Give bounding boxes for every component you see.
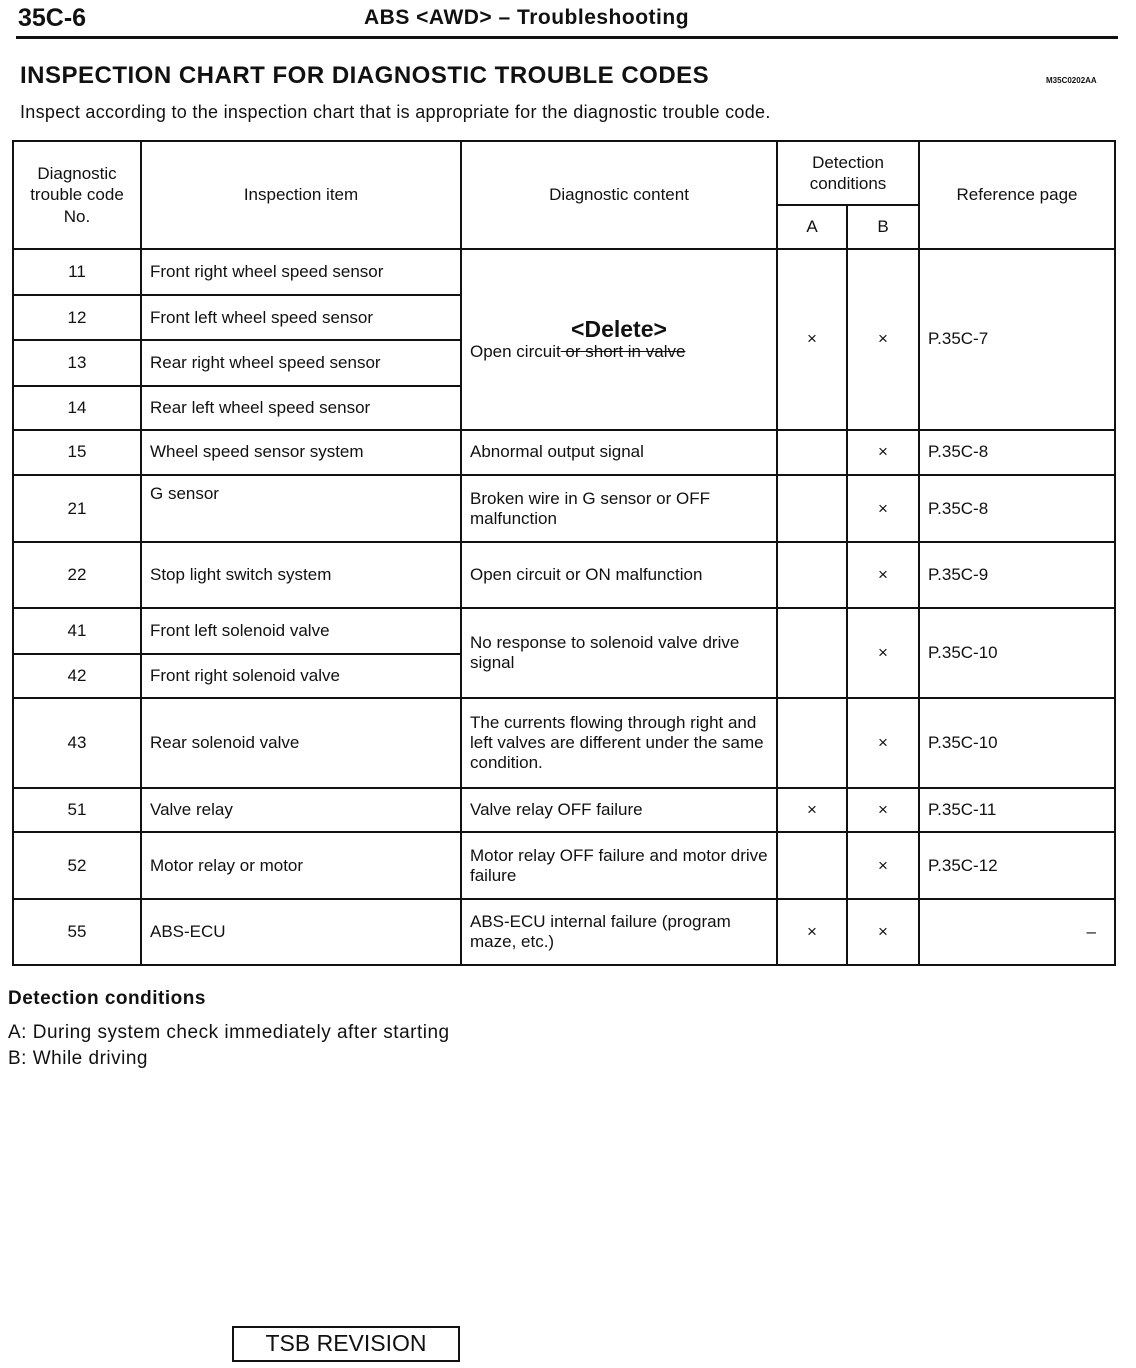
delete-stamp: <Delete> [571, 315, 667, 342]
mark-a-cell: × [777, 788, 847, 832]
item-cell: Front right solenoid valve [141, 654, 461, 698]
mark-b-cell: × [847, 608, 919, 697]
header-condition-b: B [847, 205, 919, 249]
legend-title: Detection conditions [8, 988, 206, 1009]
mark-a-cell [777, 542, 847, 608]
item-cell: G sensor [141, 475, 461, 542]
mark-b-cell: × [847, 788, 919, 832]
reference-page-cell: P.35C-7 [919, 249, 1115, 430]
item-cell: Stop light switch system [141, 542, 461, 608]
mark-a-cell [777, 832, 847, 898]
mark-b-cell: × [847, 899, 919, 965]
item-cell: Motor relay or motor [141, 832, 461, 898]
running-title: ABS <AWD> – Troubleshooting [364, 6, 690, 29]
reference-page-cell: P.35C-10 [919, 698, 1115, 788]
mark-a-cell [777, 608, 847, 697]
code-cell: 42 [13, 654, 141, 698]
header-code: Diagnostic trouble code No. [13, 141, 141, 249]
code-cell: 14 [13, 386, 141, 430]
reference-page-cell: – [919, 899, 1115, 965]
tsb-revision-box: TSB REVISION [232, 1326, 460, 1362]
reference-page-cell: P.35C-8 [919, 475, 1115, 542]
struck-text: or short in valve [560, 342, 686, 362]
reference-page-cell: P.35C-12 [919, 832, 1115, 898]
header-detection-conditions: Detection conditions [777, 141, 919, 205]
mark-b-cell: × [847, 430, 919, 475]
mark-a-cell: × [777, 899, 847, 965]
mark-b-cell: × [847, 475, 919, 542]
legend-condition-b: B: While driving [8, 1048, 148, 1069]
document-ref-code: M35C0202AA [1046, 76, 1097, 85]
content-cell: Motor relay OFF failure and motor drive failure [461, 832, 777, 898]
header-diagnostic-content: Diagnostic content [461, 141, 777, 249]
code-cell: 11 [13, 249, 141, 295]
content-cell: ABS-ECU internal failure (program maze, etc.) [461, 899, 777, 965]
reference-page-cell: P.35C-8 [919, 430, 1115, 475]
mark-a-cell: × [777, 249, 847, 430]
code-cell: 43 [13, 698, 141, 788]
code-cell: 12 [13, 295, 141, 340]
legend-condition-a: A: During system check immediately after starting [8, 1022, 450, 1043]
page-number: 35C-6 [18, 4, 87, 32]
code-cell: 21 [13, 475, 141, 542]
content-cell: The currents flowing through right and left valves are different under the same condition. [461, 698, 777, 788]
code-cell: 15 [13, 430, 141, 475]
content-cell: Valve relay OFF failure [461, 788, 777, 832]
reference-page-cell: P.35C-10 [919, 608, 1115, 697]
code-cell: 41 [13, 608, 141, 653]
code-cell: 52 [13, 832, 141, 898]
content-cell: Broken wire in G sensor or OFF malfunction [461, 475, 777, 542]
item-cell: Rear left wheel speed sensor [141, 386, 461, 430]
item-cell: Valve relay [141, 788, 461, 832]
mark-a-cell [777, 475, 847, 542]
mark-b-cell: × [847, 832, 919, 898]
mark-b-cell: × [847, 249, 919, 430]
item-cell: ABS-ECU [141, 899, 461, 965]
content-cell-group1 [461, 249, 777, 430]
reference-page-cell: P.35C-11 [919, 788, 1115, 832]
content-cell: Abnormal output signal [461, 430, 777, 475]
item-cell: Rear solenoid valve [141, 698, 461, 788]
code-cell: 13 [13, 340, 141, 385]
mark-b-cell: × [847, 698, 919, 788]
mark-a-cell [777, 430, 847, 475]
item-cell: Rear right wheel speed sensor [141, 340, 461, 385]
reference-page-cell: P.35C-9 [919, 542, 1115, 608]
code-cell: 22 [13, 542, 141, 608]
mark-a-cell [777, 698, 847, 788]
mark-b-cell: × [847, 542, 919, 608]
section-title: INSPECTION CHART FOR DIAGNOSTIC TROUBLE CODES [20, 62, 710, 89]
header-rule [16, 36, 1118, 39]
content-cell: Open circuit or ON malfunction [461, 542, 777, 608]
item-cell: Front left solenoid valve [141, 608, 461, 653]
content-text: Open circuit [470, 342, 561, 362]
item-cell: Front left wheel speed sensor [141, 295, 461, 340]
code-cell: 55 [13, 899, 141, 965]
header-reference-page: Reference page [919, 141, 1115, 249]
code-cell: 51 [13, 788, 141, 832]
content-cell: No response to solenoid valve drive signal [461, 608, 777, 697]
item-cell: Wheel speed sensor system [141, 430, 461, 475]
inspection-chart-table [12, 140, 1116, 966]
header-inspection-item: Inspection item [141, 141, 461, 249]
header-condition-a: A [777, 205, 847, 249]
intro-text: Inspect according to the inspection chart that is appropriate for the diagnostic trouble code. [20, 102, 771, 122]
item-cell: Front right wheel speed sensor [141, 249, 461, 295]
